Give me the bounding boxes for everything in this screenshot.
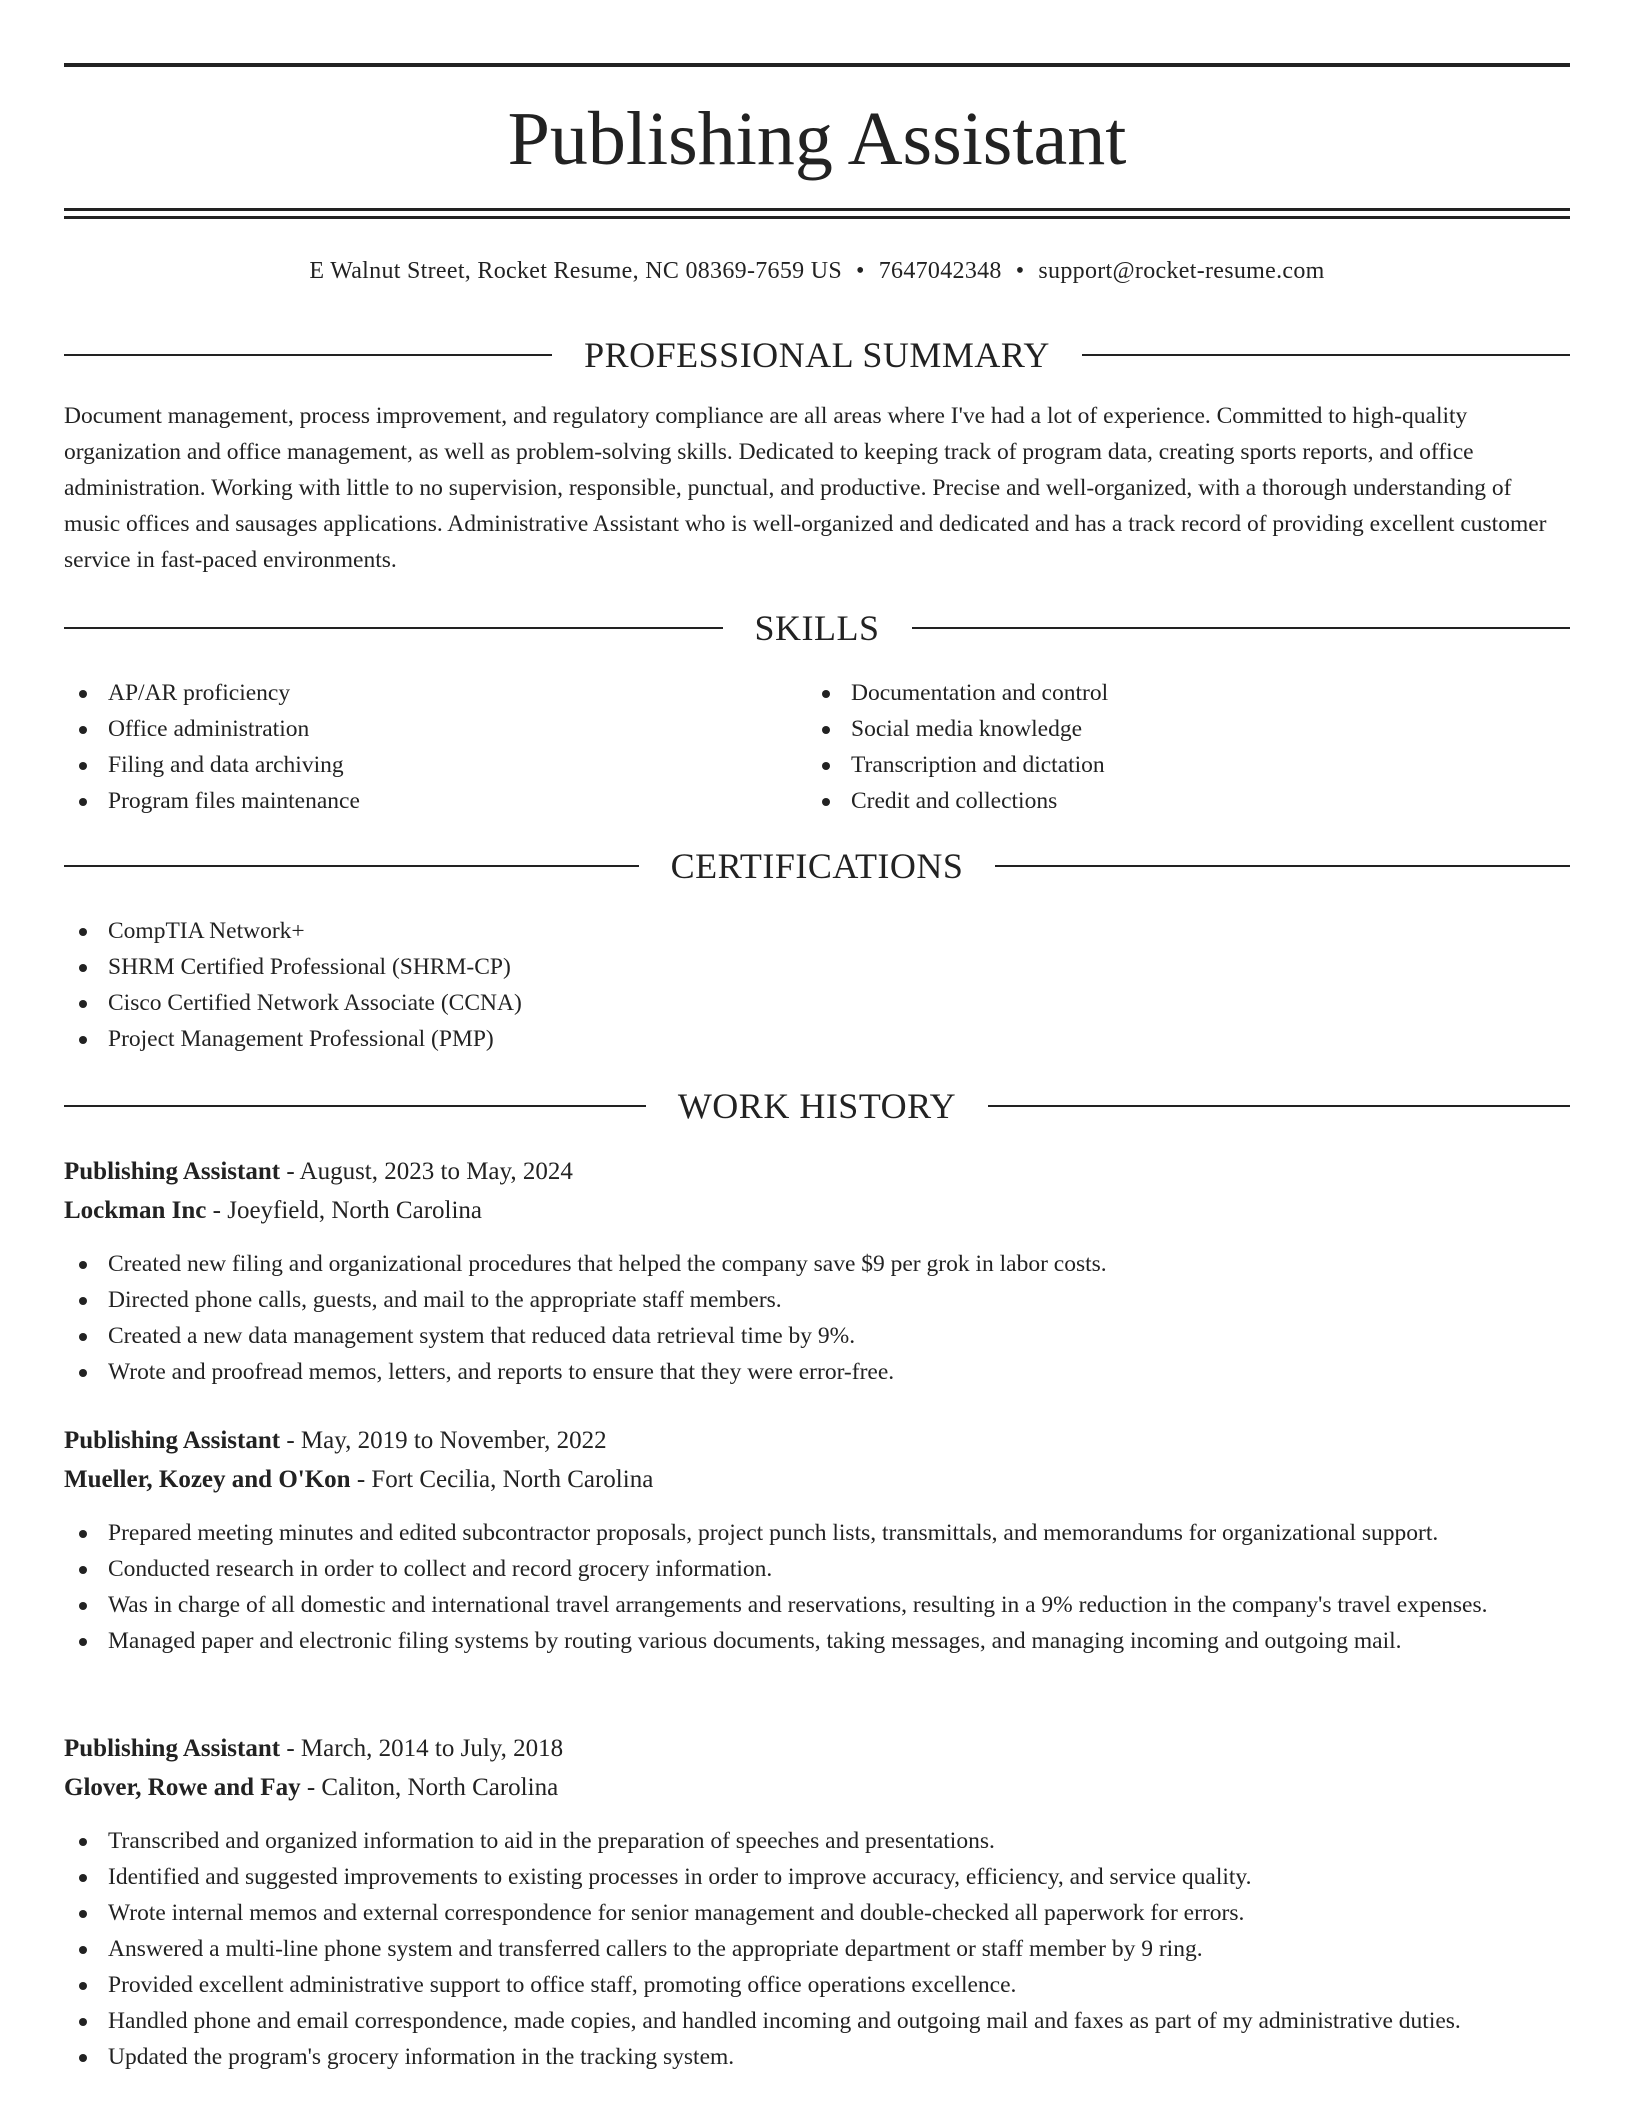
list-item	[64, 2039, 1570, 2075]
bullet-dot	[79, 1910, 87, 1918]
bullet-dot	[79, 1369, 87, 1377]
bullet-dot	[79, 1838, 87, 1846]
list-item	[64, 949, 522, 985]
certifications-list	[64, 913, 522, 1057]
job-title-line	[64, 1730, 1570, 1768]
section-title-certifications: CERTIFICATIONS	[670, 846, 964, 886]
section-rule	[64, 1105, 646, 1107]
job-dates: - May, 2019 to November, 2022	[280, 1427, 607, 1454]
section-rule	[1082, 354, 1570, 356]
job-bullets	[64, 1246, 1570, 1390]
skill-text: Social media knowledge	[851, 716, 1083, 742]
job-company-line	[64, 1769, 1570, 1807]
bullet-dot	[79, 964, 87, 972]
list-item	[807, 783, 1108, 819]
title-rule-lower	[64, 216, 1570, 219]
job-bullet-text: Identified and suggested improvements to existing processes in order to improve accuracy, efficiency, and service quality.	[108, 1864, 1252, 1890]
job-bullet-text: Created new filing and organizational procedures that helped the company save $9 per grok in labor costs.	[108, 1251, 1107, 1277]
job-bullet-text: Created a new data management system that reduced data retrieval time by 9%.	[108, 1323, 856, 1349]
list-item	[64, 1354, 1570, 1390]
certification-text: Project Management Professional (PMP)	[108, 1026, 494, 1052]
bullet-dot	[822, 798, 830, 806]
skill-text: Office administration	[108, 716, 310, 742]
list-item	[64, 675, 360, 711]
bullet-dot	[822, 762, 830, 770]
skill-text: Filing and data archiving	[108, 752, 344, 778]
skill-text: Documentation and control	[851, 680, 1109, 706]
list-item	[64, 1551, 1570, 1587]
resume-title: Publishing Assistant	[507, 97, 1127, 181]
list-item	[64, 1515, 1570, 1551]
job-title: Publishing Assistant	[64, 1427, 281, 1454]
job-company: Glover, Rowe and Fay	[64, 1774, 301, 1801]
bullet-dot	[79, 1261, 87, 1269]
list-item	[64, 1895, 1570, 1931]
list-item	[807, 747, 1108, 783]
section-rule	[988, 1105, 1570, 1107]
certification-text: SHRM Certified Professional (SHRM-CP)	[108, 954, 511, 980]
list-item	[64, 1823, 1570, 1859]
contact-email: support@rocket-resume.com	[1038, 258, 1325, 284]
job-company: Mueller, Kozey and O'Kon	[64, 1466, 351, 1493]
contact-address: E Walnut Street, Rocket Resume, NC 08369-7659 US	[309, 258, 843, 284]
section-header-summary	[64, 333, 1570, 377]
job-bullet-text: Conducted research in order to collect and record grocery information.	[108, 1556, 773, 1582]
job-entry	[64, 1730, 1570, 2075]
bullet-dot	[79, 1602, 87, 1610]
skill-text: AP/AR proficiency	[108, 680, 291, 706]
skills-list-right	[807, 675, 1108, 819]
job-dates: - March, 2014 to July, 2018	[280, 1735, 564, 1762]
list-item	[64, 1587, 1570, 1623]
bullet-dot	[79, 2054, 87, 2062]
contact-phone: 7647042348	[878, 258, 1002, 284]
job-entry	[64, 1422, 1570, 1659]
job-bullets	[64, 1823, 1570, 2075]
list-item	[64, 1623, 1570, 1659]
list-item	[807, 675, 1108, 711]
job-location: - Fort Cecilia, North Carolina	[350, 1466, 654, 1493]
list-item	[64, 1931, 1570, 1967]
job-location: - Caliton, North Carolina	[300, 1774, 559, 1801]
contact-separator: •	[856, 258, 865, 284]
bullet-dot	[79, 1297, 87, 1305]
job-company-line	[64, 1192, 1570, 1230]
section-title-work-history: WORK HISTORY	[677, 1086, 957, 1126]
list-item	[64, 1318, 1570, 1354]
list-item	[64, 1859, 1570, 1895]
job-bullet-text: Transcribed and organized information to aid in the preparation of speeches and presentations.	[108, 1828, 995, 1854]
job-bullets	[64, 1515, 1570, 1659]
skill-text: Program files maintenance	[108, 788, 360, 814]
section-header-certifications	[64, 844, 1570, 888]
job-bullet-text: Updated the program's grocery information in the tracking system.	[108, 2044, 735, 2070]
section-rule	[995, 865, 1570, 867]
certification-text: CompTIA Network+	[108, 918, 305, 944]
list-item	[64, 711, 360, 747]
section-rule	[64, 865, 639, 867]
job-dates: - August, 2023 to May, 2024	[280, 1158, 573, 1185]
job-title-line	[64, 1422, 1570, 1460]
job-bullet-text: Managed paper and electronic filing systems by routing various documents, taking messages, and managing incoming and outgoing mail.	[108, 1628, 1402, 1654]
contact-separator: •	[1015, 258, 1025, 284]
bullet-dot	[79, 690, 87, 698]
bullet-dot	[79, 726, 87, 734]
job-bullet-text: Directed phone calls, guests, and mail to the appropriate staff members.	[108, 1287, 782, 1313]
job-company: Lockman Inc	[64, 1197, 207, 1224]
skill-text: Credit and collections	[851, 788, 1058, 814]
bullet-dot	[79, 1566, 87, 1574]
bullet-dot	[79, 1530, 87, 1538]
job-bullet-text: Answered a multi-line phone system and transferred callers to the appropriate department or staff member by 9 ring.	[108, 1936, 1203, 1962]
bullet-dot	[79, 1333, 87, 1341]
list-item	[64, 747, 360, 783]
list-item	[64, 1967, 1570, 2003]
bullet-dot	[79, 928, 87, 936]
contact-line	[64, 254, 1570, 288]
section-rule	[64, 354, 552, 356]
bullet-dot	[79, 762, 87, 770]
top-rule	[64, 63, 1570, 67]
section-rule	[64, 627, 723, 629]
summary-text: Document management, process improvement, and regulatory compliance are all areas where I've had a lot of experience. Committed to high-quality organization and office management, as well as problem-solving skills. Dedicated to keeping track of program data, creating sports reports, and office administration. Working with little to no supervision, responsible, punctual, and productive. Precise and well-organized, with a thorough understanding of music offices and sausages applications. Administrative Assistant who is well-organized and dedicated and has a track record of providing excellent customer service in fast-paced environments.	[64, 403, 1547, 573]
section-title-skills: SKILLS	[754, 608, 880, 648]
bullet-dot	[79, 1000, 87, 1008]
skills-list-left	[64, 675, 360, 819]
list-item	[64, 913, 522, 949]
bullet-dot	[822, 690, 830, 698]
job-location: - Joeyfield, North Carolina	[206, 1197, 483, 1224]
job-title-line	[64, 1153, 1570, 1191]
bullet-dot	[79, 2018, 87, 2026]
job-bullet-text: Provided excellent administrative support to office staff, promoting office operations excellence.	[108, 1972, 1017, 1998]
list-item	[64, 1282, 1570, 1318]
bullet-dot	[79, 1946, 87, 1954]
section-header-skills	[64, 606, 1570, 650]
section-title-summary: PROFESSIONAL SUMMARY	[584, 335, 1050, 375]
list-item	[64, 1021, 522, 1057]
bullet-dot	[79, 1874, 87, 1882]
bullet-dot	[79, 1982, 87, 1990]
job-bullet-text: Handled phone and email correspondence, made copies, and handled incoming and outgoing mail and faxes as part of my administrative duties.	[108, 2008, 1461, 2034]
skill-text: Transcription and dictation	[851, 752, 1105, 778]
job-entry	[64, 1153, 1570, 1390]
job-bullet-text: Was in charge of all domestic and international travel arrangements and reservations, resulting in a 9% reduction in the company's travel expenses.	[108, 1592, 1488, 1618]
certification-text: Cisco Certified Network Associate (CCNA)	[108, 990, 522, 1016]
section-header-work-history	[64, 1084, 1570, 1128]
list-item	[64, 783, 360, 819]
list-item	[807, 711, 1108, 747]
bullet-dot	[822, 726, 830, 734]
job-bullet-text: Wrote and proofread memos, letters, and reports to ensure that they were error-free.	[108, 1359, 895, 1385]
job-title: Publishing Assistant	[64, 1158, 281, 1185]
title-rule-upper	[64, 208, 1570, 211]
list-item	[64, 985, 522, 1021]
bullet-dot	[79, 1638, 87, 1646]
section-rule	[912, 627, 1571, 629]
job-bullet-text: Prepared meeting minutes and edited subcontractor proposals, project punch lists, transmittals, and memorandums for organizational support.	[108, 1520, 1439, 1546]
list-item	[64, 2003, 1570, 2039]
job-company-line	[64, 1461, 1570, 1499]
bullet-dot	[79, 798, 87, 806]
job-bullet-text: Wrote internal memos and external correspondence for senior management and double-checked all paperwork for errors.	[108, 1900, 1245, 1926]
list-item	[64, 1246, 1570, 1282]
job-title: Publishing Assistant	[64, 1735, 281, 1762]
bullet-dot	[79, 1036, 87, 1044]
